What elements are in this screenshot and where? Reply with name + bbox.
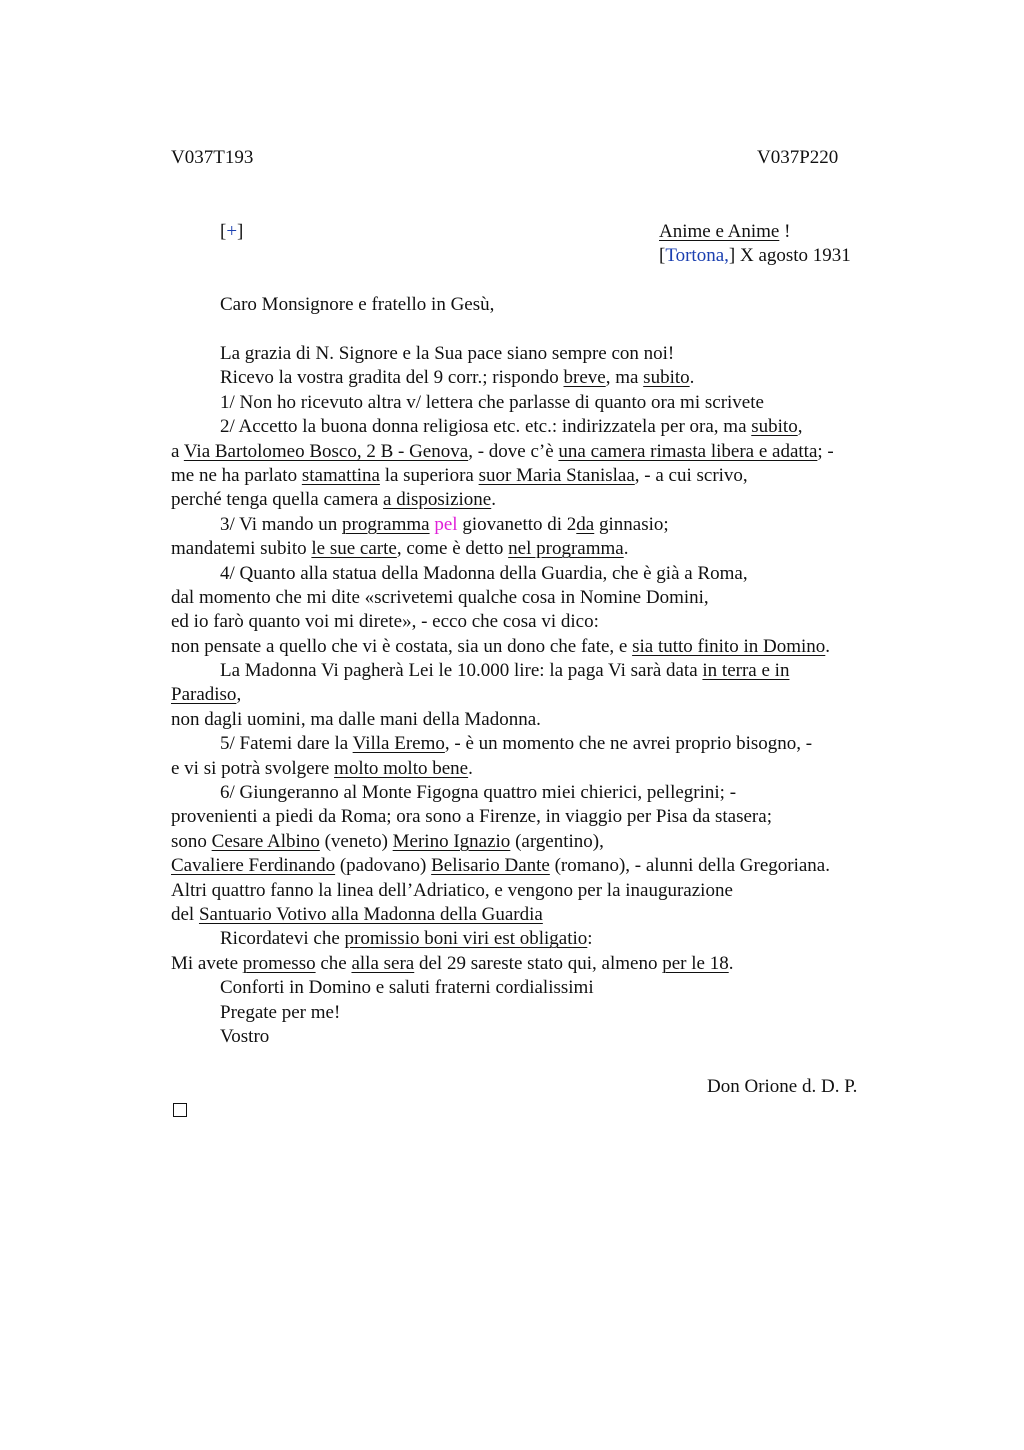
text: 6/ Giungeranno al Monte Figogna quattro miei chierici, pellegrini; -: [220, 782, 737, 804]
highlighted-text: pel: [434, 513, 458, 535]
text: .: [491, 489, 496, 511]
text: .: [468, 757, 473, 779]
letter-line: [171, 635, 901, 659]
title-text: Anime e Anime: [659, 221, 780, 242]
letter-line: [171, 1001, 901, 1025]
letter-line: [171, 366, 901, 390]
letter-line: [171, 659, 901, 683]
letter-line: [171, 781, 901, 805]
text: 5/ Fatemi dare la: [220, 733, 353, 755]
text: .: [623, 538, 629, 560]
text: ; -: [817, 440, 834, 462]
underlined-text: stamattina: [301, 464, 380, 486]
letter-line: [171, 927, 901, 951]
underlined-text: Villa Eremo: [352, 733, 445, 755]
salutation: Caro Monsignore e fratello in Gesù,: [220, 294, 495, 315]
letter-line: [171, 854, 901, 878]
text: Ricordatevi che: [220, 928, 345, 950]
letter-line: [171, 976, 901, 1000]
underlined-text: per le 18: [662, 952, 729, 974]
text: 3/ Vi mando un: [220, 513, 343, 535]
end-checkbox[interactable]: [173, 1103, 187, 1117]
text: giovanetto di 2: [457, 513, 577, 535]
underlined-text: Cesare Albino: [211, 830, 320, 852]
text: , come è detto: [396, 538, 509, 560]
text: La Madonna Vi pagherà Lei le 10.000 lire: la paga Vi sarà data: [220, 660, 703, 682]
text: perché tenga quella camera: [171, 489, 384, 511]
text: La grazia di N. Signore e la Sua pace siano sempre con noi!: [220, 343, 675, 364]
underlined-text: alla sera: [351, 952, 415, 974]
letter-line: [171, 732, 901, 756]
underlined-text: nel programma: [508, 538, 624, 560]
underlined-text: Paradiso: [171, 684, 237, 706]
text: mandatemi subito: [171, 538, 312, 560]
plus-icon[interactable]: +: [226, 221, 238, 242]
underlined-text: Merino Ignazio: [392, 830, 511, 852]
text: del 29 sareste stato qui, almeno: [414, 952, 663, 974]
text: .: [728, 952, 734, 974]
underlined-text: promissio boni viri est obligatio: [344, 928, 588, 950]
text: la superiora: [379, 464, 479, 486]
text: non dagli uomini, ma dalle mani della Madonna.: [171, 708, 541, 730]
letter-line: [171, 1025, 901, 1049]
text: non pensate a quello che vi è costata, sia un dono che fate, e: [171, 635, 633, 657]
text: (veneto): [319, 830, 393, 852]
letter-line: [171, 610, 901, 634]
underlined-text: Belisario Dante: [431, 855, 550, 877]
marker-close: ]: [237, 221, 244, 242]
place-link[interactable]: Tortona,: [665, 245, 729, 266]
underlined-text: Via Bartolomeo Bosco, 2 B - Genova: [183, 440, 469, 462]
text: , - dove c’è: [468, 440, 559, 462]
letter-line: [171, 879, 901, 903]
place-close: ]: [728, 245, 736, 266]
text: provenienti a piedi da Roma; ora sono a Firenze, in viaggio per Pisa da stasera;: [171, 806, 772, 828]
text: Altri quattro fanno la linea dell’Adriatico, e vengono per la inaugurazione: [171, 879, 733, 901]
title-suffix: !: [779, 221, 791, 242]
text: dal momento che mi dite «scrivetemi qualche cosa in Nomine Domini,: [171, 586, 709, 608]
underlined-text: breve: [563, 367, 606, 389]
underlined-text: promesso: [242, 952, 316, 974]
text: sono: [171, 830, 212, 852]
underlined-text: programma: [342, 513, 430, 535]
letter-line: [171, 342, 901, 366]
text: ,: [236, 684, 242, 706]
letter-line: [171, 488, 901, 512]
marker-open: [: [220, 221, 227, 242]
letter-line: [171, 415, 901, 439]
text: 2/ Accetto la buona donna religiosa etc. etc.: indirizzatela per ora, ma: [220, 416, 752, 438]
letter-line: [171, 683, 901, 707]
letter-body: [171, 342, 901, 1049]
underlined-text: le sue carte: [311, 538, 397, 560]
text: del: [171, 903, 199, 925]
editorial-marker: [220, 220, 243, 244]
text: a: [171, 440, 184, 462]
text: , - è un momento che ne avrei proprio bisogno, -: [444, 733, 813, 755]
text: 1/ Non ho ricevuto altra v/ lettera che parlasse di quanto ora mi scrivete: [220, 391, 764, 413]
text: che: [315, 952, 352, 974]
letter-place-date: [659, 244, 851, 268]
letter-line: [171, 464, 901, 488]
text: Conforti in Domino e saluti fraterni cordialissimi: [220, 977, 594, 999]
text: , ma: [605, 367, 644, 389]
letter-line: [171, 586, 901, 610]
letter-line: [171, 562, 901, 586]
underlined-text: Santuario Votivo alla Madonna della Guardia: [198, 903, 543, 925]
underlined-text: in terra e in: [702, 660, 790, 682]
text: ginnasio;: [594, 513, 669, 535]
letter-line: [171, 513, 901, 537]
letter-line: [171, 708, 901, 732]
text: (argentino),: [510, 830, 604, 852]
text: (romano), - alunni della Gregoriana.: [549, 855, 830, 877]
underlined-text: subito: [643, 367, 690, 389]
underlined-text: a disposizione: [383, 489, 492, 511]
underlined-text: subito: [751, 416, 798, 438]
place-open: [: [659, 245, 666, 266]
text: ed io farò quanto voi mi direte», - ecco che cosa vi dico:: [171, 611, 599, 633]
letter-date: X agosto 1931: [735, 245, 851, 266]
document-code-right: V037P220: [757, 147, 839, 168]
letter-title: [659, 220, 790, 244]
underlined-text: molto molto bene: [334, 757, 469, 779]
underlined-text: suor Maria Stanislaa: [478, 464, 635, 486]
text: Ricevo la vostra gradita del 9 corr.; rispondo: [220, 367, 564, 389]
text: .: [689, 367, 695, 389]
letter-line: [171, 757, 901, 781]
text: ,: [797, 416, 803, 438]
underlined-text: Cavaliere Ferdinando: [171, 855, 336, 877]
text: .: [825, 635, 831, 657]
underlined-text: sia tutto finito in Domino: [632, 635, 826, 657]
text: 4/ Quanto alla statua della Madonna della Guardia, che è già a Roma,: [220, 562, 748, 584]
letter-line: [171, 805, 901, 829]
letter-line: [171, 391, 901, 415]
letter-line: [171, 952, 901, 976]
letter-line: [171, 537, 901, 561]
text: :: [587, 928, 593, 950]
text: , - a cui scrivo,: [634, 464, 748, 486]
text: Vostro: [220, 1025, 270, 1047]
underlined-text: da: [576, 513, 595, 535]
letter-line: [171, 830, 901, 854]
letter-line: [171, 440, 901, 464]
signature: Don Orione d. D. P.: [707, 1076, 858, 1097]
text: Pregate per me!: [220, 1001, 341, 1023]
text: me ne ha parlato: [171, 464, 302, 486]
text: (padovano): [335, 855, 432, 877]
text: e vi si potrà svolgere: [171, 757, 335, 779]
text: Mi avete: [171, 952, 243, 974]
letter-line: [171, 903, 901, 927]
underlined-text: una camera rimasta libera e adatta: [558, 440, 818, 462]
document-code-left: V037T193: [171, 147, 254, 168]
